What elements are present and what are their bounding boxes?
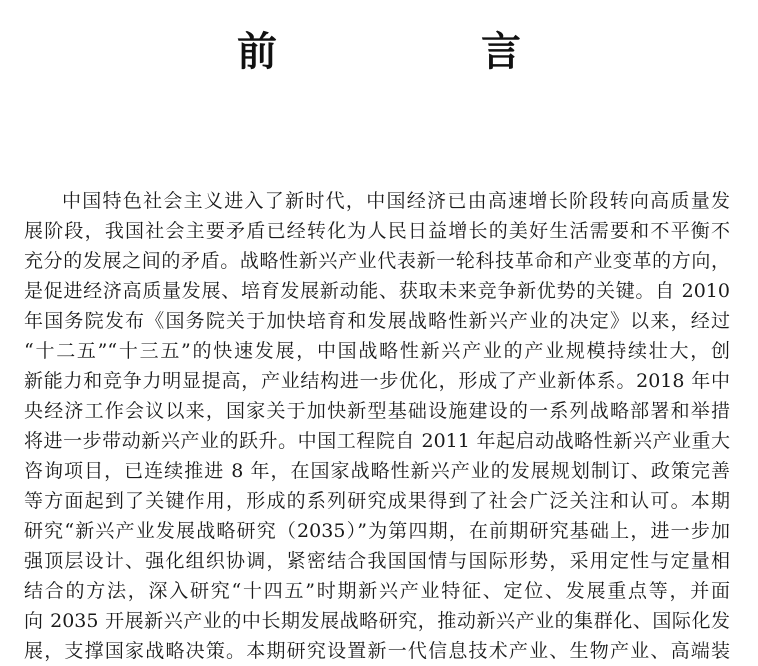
paragraph-line: 等方面起到了关键作用，形成的系列研究成果得到了社会广泛关注和认可。本期 (24, 490, 730, 512)
page-title: 前 言 (237, 28, 603, 75)
paragraph-line: 新能力和竞争力明显提高，产业结构进一步优化，形成了产业新体系。2018 年中 (24, 370, 730, 392)
paragraph-line: 展阶段，我国社会主要矛盾已经转化为人民日益增长的美好生活需要和不平衡不 (24, 220, 730, 242)
paragraph-line: 研究“新兴产业发展战略研究（2035）”为第四期，在前期研究基础上，进一步加 (24, 520, 730, 542)
paragraph-line: 强顶层设计、强化组织协调，紧密结合我国国情与国际形势，采用定性与定量相 (24, 550, 730, 572)
paragraph-line: 是促进经济高质量发展、培育发展新动能、获取未来竞争新优势的关键。自 2010 (24, 280, 730, 302)
paragraph-line: 中国特色社会主义进入了新时代，中国经济已由高速增长阶段转向高质量发 (62, 190, 730, 212)
paragraph-line: “十二五”“十三五”的快速发展，中国战略性新兴产业的产业规模持续壮大，创 (24, 340, 730, 362)
paragraph-line: 央经济工作会议以来，国家关于加快新型基础设施建设的一系列战略部署和举措 (24, 400, 730, 422)
body-paragraph (24, 186, 730, 666)
paragraph-line: 咨询项目，已连续推进 8 年，在国家战略性新兴产业的发展规划制订、政策完善 (24, 460, 730, 482)
paragraph-line: 向 2035 开展新兴产业的中长期发展战略研究，推动新兴产业的集群化、国际化发 (24, 610, 730, 632)
paragraph-line: 结合的方法，深入研究“十四五”时期新兴产业特征、定位、发展重点等，并面 (24, 580, 730, 602)
paragraph-line: 将进一步带动新兴产业的跃升。中国工程院自 2011 年起启动战略性新兴产业重大 (24, 430, 730, 452)
paragraph-line: 年国务院发布《国务院关于加快培育和发展战略性新兴产业的决定》以来，经过 (24, 310, 730, 332)
paragraph-line: 充分的发展之间的矛盾。战略性新兴产业代表新一轮科技革命和产业变革的方向， (24, 250, 730, 272)
paragraph-line: 展，支撑国家战略决策。本期研究设置新一代信息技术产业、生物产业、高端装 (24, 640, 730, 662)
